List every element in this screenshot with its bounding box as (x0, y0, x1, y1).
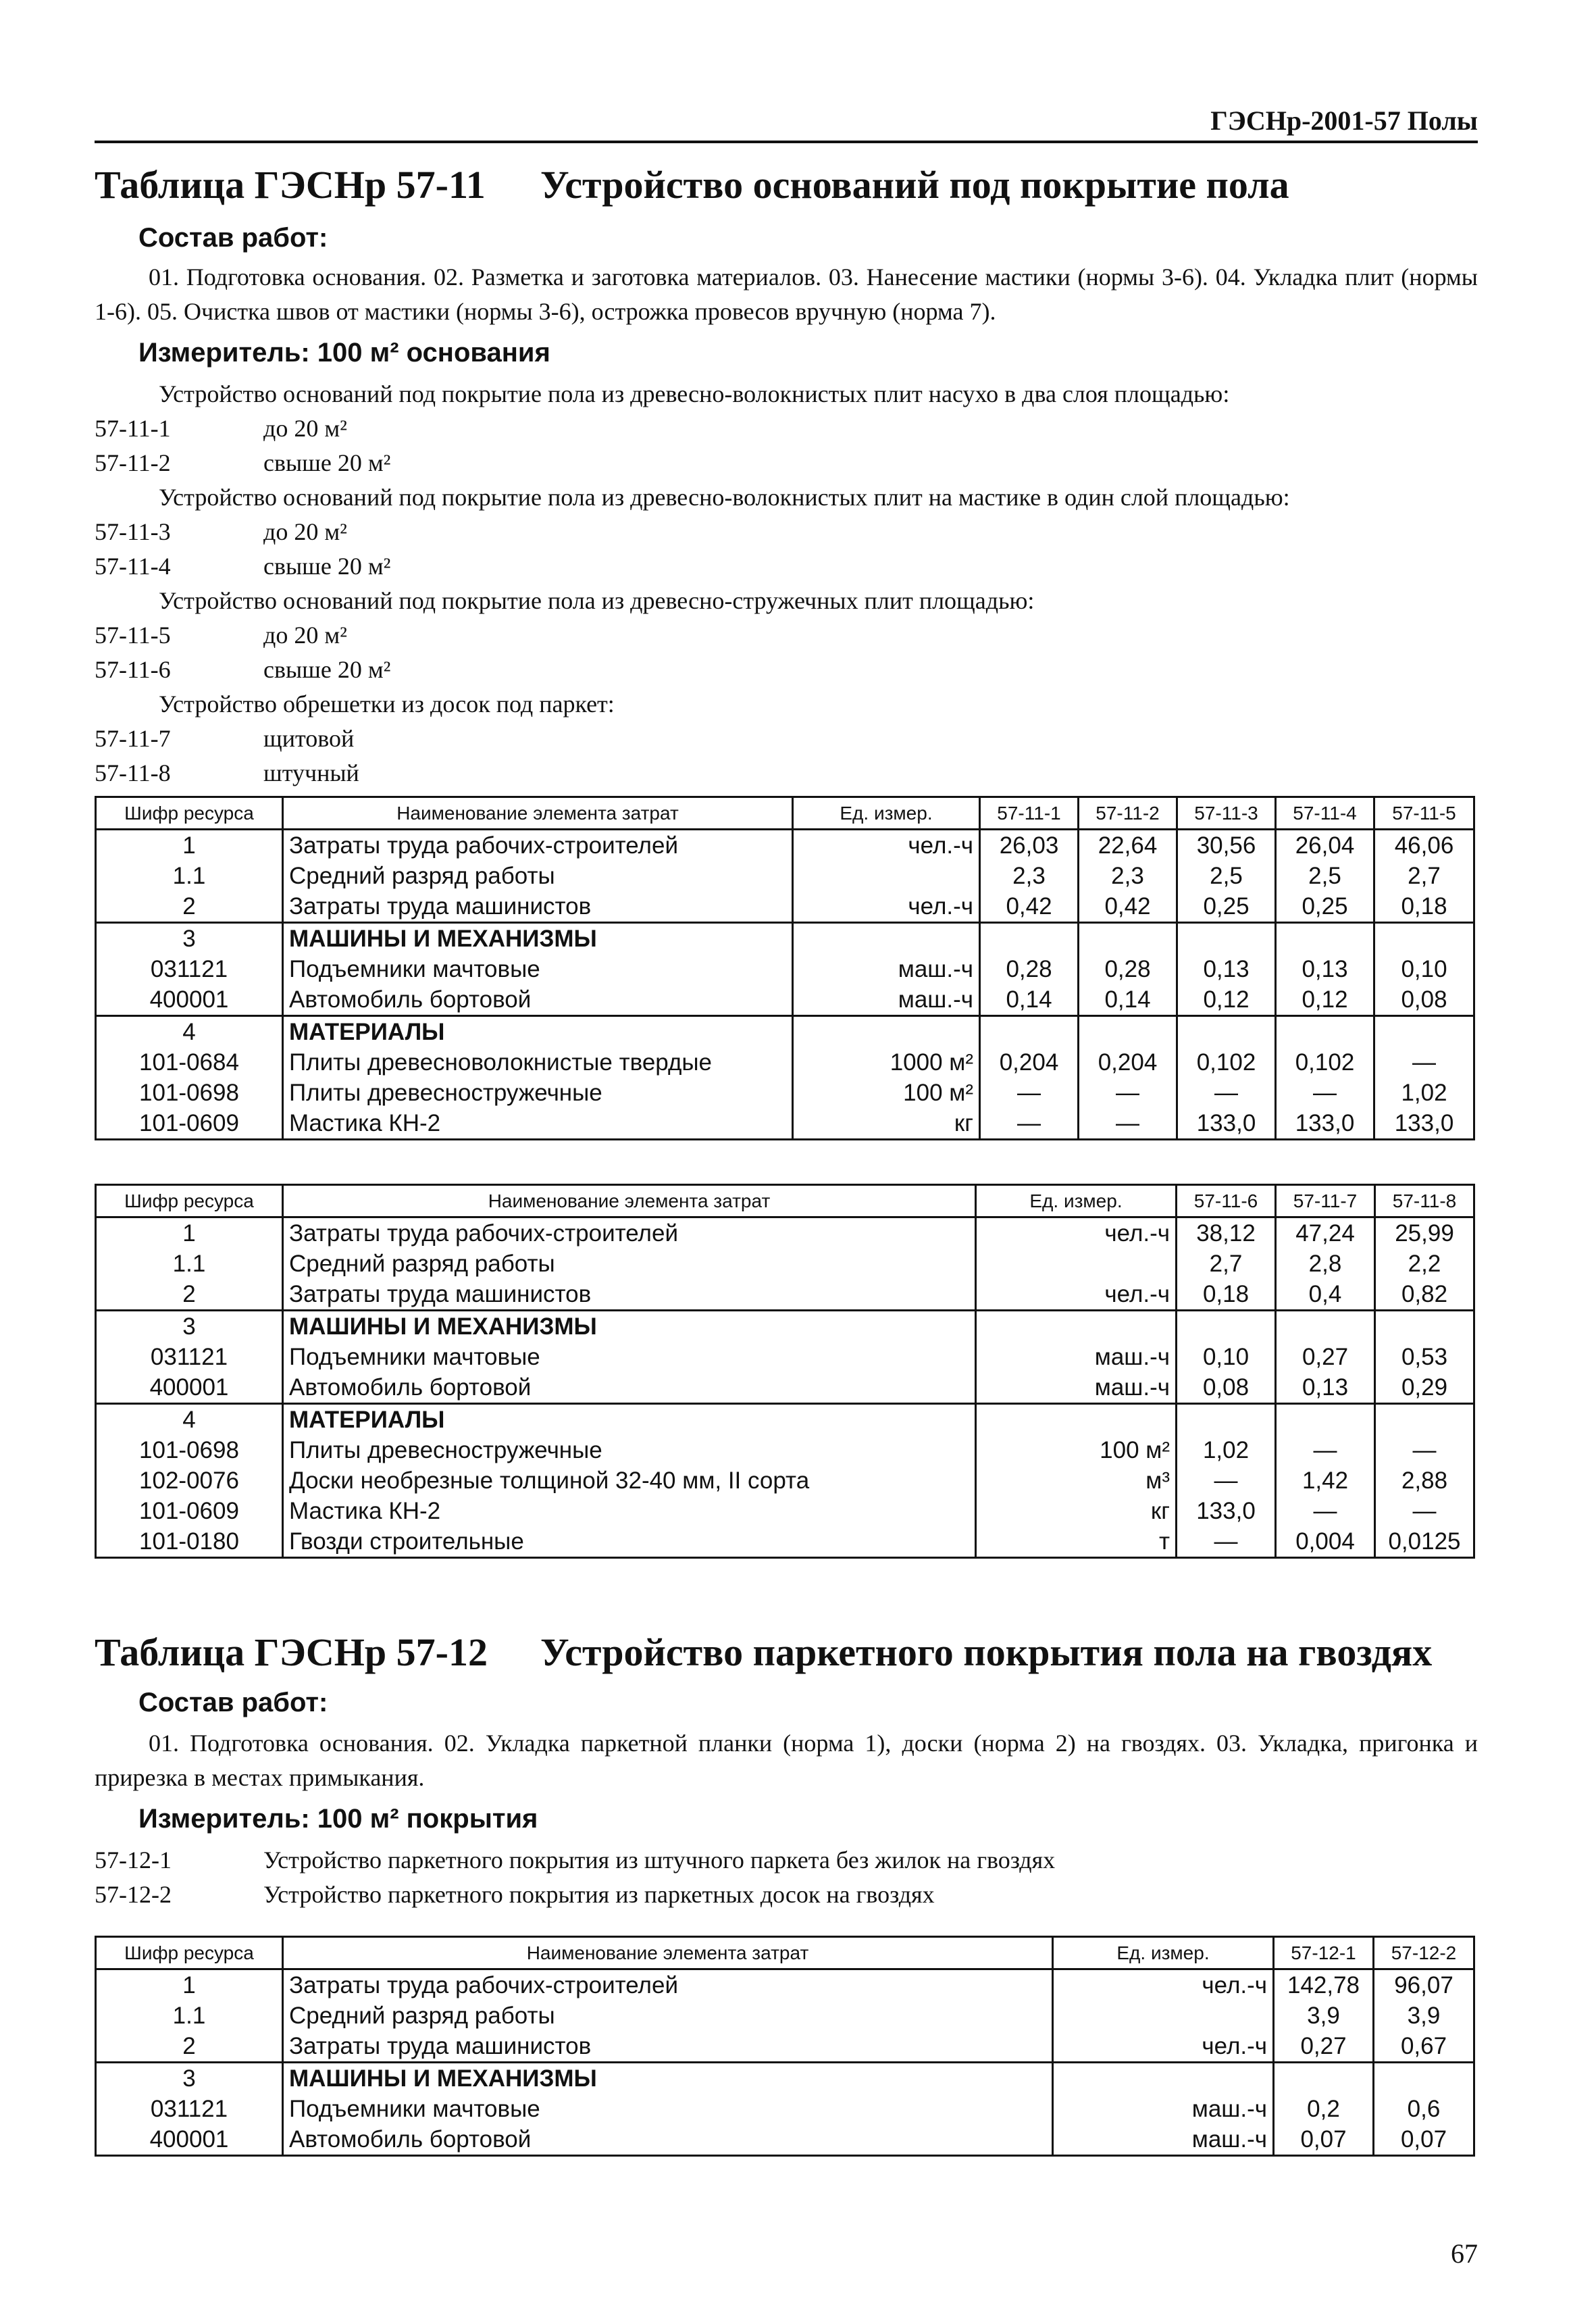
column-header: Шифр ресурса (96, 1937, 283, 1969)
unit-cell: маш.-ч (976, 1372, 1177, 1404)
unit-cell: м³ (976, 1465, 1177, 1496)
norm-item (95, 515, 1478, 549)
value-cell: 22,64 (1079, 830, 1177, 861)
value-cell: — (980, 1078, 1079, 1108)
resource-code: 1 (96, 830, 283, 861)
value-cell: 0,28 (1079, 954, 1177, 984)
cost-element-name: МАШИНЫ И МЕХАНИЗМЫ (283, 2063, 1053, 2094)
norm-item (95, 549, 1478, 584)
resource-code: 101-0698 (96, 1435, 283, 1465)
table-row (96, 830, 1474, 861)
norm-item (95, 446, 1478, 480)
value-cell: 0,102 (1177, 1047, 1276, 1078)
value-cell: 2,88 (1375, 1465, 1474, 1496)
value-cell: 25,99 (1375, 1217, 1474, 1249)
cost-element-name: МАШИНЫ И МЕХАНИЗМЫ (283, 923, 793, 955)
cost-element-name: Затраты труда рабочих-строителей (283, 830, 793, 861)
value-cell (980, 1016, 1079, 1048)
norm-code: 57-12-1 (95, 1846, 172, 1873)
cost-element-name: Автомобиль бортовой (283, 1372, 976, 1404)
table-title (95, 1630, 1432, 1675)
value-cell: 0,2 (1274, 2094, 1374, 2124)
value-cell (1177, 1404, 1276, 1436)
unit-cell (793, 1016, 980, 1048)
cost-element-name: Затраты труда рабочих-строителей (283, 1969, 1053, 2001)
value-cell: 0,25 (1177, 891, 1276, 923)
value-cell: 0,07 (1274, 2124, 1374, 2156)
column-header: 57-12-1 (1274, 1937, 1374, 1969)
resource-code: 3 (96, 1311, 283, 1342)
resource-code: 1.1 (96, 2001, 283, 2031)
unit-cell: 1000 м² (793, 1047, 980, 1078)
value-cell: 2,5 (1276, 861, 1374, 891)
table-row (96, 2031, 1474, 2063)
table-name: Устройство паркетного покрытия пола на гвоздях (540, 1630, 1433, 1674)
value-cell: — (1276, 1078, 1374, 1108)
value-cell: — (1177, 1078, 1276, 1108)
cost-element-name: Автомобиль бортовой (283, 984, 793, 1016)
resource-code: 1 (96, 1217, 283, 1249)
resource-code: 1.1 (96, 1249, 283, 1279)
column-header: Наименование элемента затрат (283, 1937, 1053, 1969)
value-cell: — (980, 1108, 1079, 1140)
value-cell: 0,13 (1177, 954, 1276, 984)
value-cell: 2,7 (1374, 861, 1474, 891)
table-header-row (96, 1937, 1474, 1969)
norm-code: 57-11-5 (95, 622, 171, 649)
unit-cell: чел.-ч (976, 1279, 1177, 1311)
value-cell: 96,07 (1374, 1969, 1474, 2001)
norm-code: 57-11-7 (95, 725, 171, 752)
value-cell (1274, 2063, 1374, 2094)
value-cell: 0,27 (1274, 2031, 1374, 2063)
norm-text: щитовой (263, 725, 355, 752)
cost-element-name: Затраты труда рабочих-строителей (283, 1217, 976, 1249)
value-cell (980, 923, 1079, 955)
table-row (96, 1108, 1474, 1140)
unit-cell: маш.-ч (976, 1342, 1177, 1372)
resource-code: 031121 (96, 2094, 283, 2124)
table-row (96, 1404, 1474, 1436)
column-header: 57-11-6 (1177, 1185, 1276, 1217)
norm-item (95, 411, 1478, 446)
value-cell: 0,18 (1177, 1279, 1276, 1311)
unit-cell (793, 923, 980, 955)
norm-item (95, 1878, 1478, 1912)
norm-code: 57-11-6 (95, 656, 171, 683)
value-cell: 133,0 (1177, 1496, 1276, 1526)
unit-cell: маш.-ч (793, 954, 980, 984)
unit-cell (1053, 2001, 1274, 2031)
norm-list (95, 1843, 1478, 1912)
value-cell: — (1079, 1108, 1177, 1140)
norm-item (95, 722, 1478, 756)
table-row (96, 923, 1474, 955)
value-cell: 133,0 (1177, 1108, 1276, 1140)
document-code: ГЭСНр-2001-57 Полы (1210, 105, 1478, 136)
value-cell: 26,03 (980, 830, 1079, 861)
cost-element-name: Доски необрезные толщиной 32-40 мм, II сорта (283, 1465, 976, 1496)
resource-code: 3 (96, 2063, 283, 2094)
value-cell: 0,10 (1374, 954, 1474, 984)
value-cell: 0,25 (1276, 891, 1374, 923)
value-cell: 1,42 (1276, 1465, 1375, 1496)
resource-code: 101-0684 (96, 1047, 283, 1078)
value-cell: 0,27 (1276, 1342, 1375, 1372)
value-cell (1177, 1016, 1276, 1048)
norm-text: свыше 20 м² (263, 449, 391, 476)
value-cell: 0,12 (1177, 984, 1276, 1016)
unit-cell: маш.-ч (1053, 2094, 1274, 2124)
norm-code: 57-11-2 (95, 449, 171, 476)
value-cell: 26,04 (1276, 830, 1374, 861)
column-header: 57-11-5 (1374, 797, 1474, 830)
resource-code: 400001 (96, 2124, 283, 2156)
value-cell: 0,08 (1374, 984, 1474, 1016)
cost-element-name: Подъемники мачтовые (283, 2094, 1053, 2124)
value-cell (1375, 1311, 1474, 1342)
value-cell: — (1375, 1435, 1474, 1465)
resource-code: 101-0609 (96, 1108, 283, 1140)
cost-element-name: Плиты древесноволокнистые твердые (283, 1047, 793, 1078)
unit-cell: кг (793, 1108, 980, 1140)
unit-cell (976, 1311, 1177, 1342)
value-cell (1374, 2063, 1474, 2094)
table-row (96, 1279, 1474, 1311)
value-cell: 0,102 (1276, 1047, 1374, 1078)
table-row (96, 1311, 1474, 1342)
table-row (96, 1435, 1474, 1465)
resource-code: 4 (96, 1404, 283, 1436)
value-cell (1177, 923, 1276, 955)
resource-code: 101-0609 (96, 1496, 283, 1526)
cost-element-name: Плиты древесностружечные (283, 1078, 793, 1108)
value-cell: 0,42 (1079, 891, 1177, 923)
column-header: Наименование элемента затрат (283, 797, 793, 830)
cost-element-name: Подъемники мачтовые (283, 954, 793, 984)
cost-element-name: Подъемники мачтовые (283, 1342, 976, 1372)
cost-element-name: Гвозди строительные (283, 1526, 976, 1558)
value-cell: 0,53 (1375, 1342, 1474, 1372)
column-header: Шифр ресурса (96, 797, 283, 830)
resource-code: 2 (96, 891, 283, 923)
table-header-row (96, 1185, 1474, 1217)
unit-cell (793, 861, 980, 891)
resource-table (95, 1184, 1475, 1559)
resource-code: 031121 (96, 1342, 283, 1372)
value-cell (1276, 1016, 1374, 1048)
value-cell (1375, 1404, 1474, 1436)
norm-item (95, 756, 1478, 790)
table-row (96, 2094, 1474, 2124)
table-row (96, 1342, 1474, 1372)
value-cell (1177, 1311, 1276, 1342)
column-header: Ед. измер. (976, 1185, 1177, 1217)
cost-element-name: Средний разряд работы (283, 1249, 976, 1279)
cost-element-name: Мастика КН-2 (283, 1108, 793, 1140)
cost-element-name: МАТЕРИАЛЫ (283, 1404, 976, 1436)
column-header: 57-11-7 (1276, 1185, 1375, 1217)
unit-cell: чел.-ч (976, 1217, 1177, 1249)
value-cell: 0,14 (1079, 984, 1177, 1016)
unit-cell (1053, 2063, 1274, 2094)
value-cell: 0,08 (1177, 1372, 1276, 1404)
unit-cell: чел.-ч (1053, 2031, 1274, 2063)
page-number: 67 (1451, 2238, 1478, 2269)
table-row (96, 1526, 1474, 1558)
resource-code: 400001 (96, 984, 283, 1016)
norm-item (95, 1843, 1478, 1878)
value-cell: 0,12 (1276, 984, 1374, 1016)
work-composition-text: 01. Подготовка основания. 02. Разметка и заготовка материалов. 03. Нанесение мастики (нормы 3-6). 04. Укладка плит (нормы 1-6). 05. Очистка швов от мастики (нормы 3-6), острожка провесов вручную (норма 7). (95, 263, 1478, 325)
value-cell: 0,004 (1276, 1526, 1375, 1558)
unit-cell (976, 1249, 1177, 1279)
norm-group-heading (95, 584, 1478, 618)
column-header: 57-11-1 (980, 797, 1079, 830)
value-cell (1079, 923, 1177, 955)
column-header: Шифр ресурса (96, 1185, 283, 1217)
work-composition-label: Состав работ: (138, 1688, 328, 1717)
table-row (96, 2001, 1474, 2031)
column-header: 57-11-8 (1375, 1185, 1474, 1217)
value-cell: 0,07 (1374, 2124, 1474, 2156)
table-row (96, 1372, 1474, 1404)
table-row (96, 1496, 1474, 1526)
norm-group-heading (95, 480, 1478, 515)
column-header: Ед. измер. (793, 797, 980, 830)
value-cell: 0,204 (1079, 1047, 1177, 1078)
cost-element-name: Автомобиль бортовой (283, 2124, 1053, 2156)
value-cell: 0,4 (1276, 1279, 1375, 1311)
resource-table (95, 796, 1475, 1140)
norm-code: 57-11-4 (95, 553, 171, 580)
value-cell: 2,7 (1177, 1249, 1276, 1279)
norm-text: Устройство обрешетки из досок под паркет: (159, 690, 615, 718)
value-cell: 0,67 (1374, 2031, 1474, 2063)
value-cell (1276, 1311, 1375, 1342)
value-cell: 2,3 (1079, 861, 1177, 891)
norm-code: 57-11-1 (95, 415, 171, 442)
unit-cell (976, 1404, 1177, 1436)
unit-cell: 100 м² (976, 1435, 1177, 1465)
resource-code: 101-0180 (96, 1526, 283, 1558)
value-cell: 142,78 (1274, 1969, 1374, 2001)
table-row (96, 954, 1474, 984)
norm-text: до 20 м² (263, 622, 347, 649)
table-row (96, 984, 1474, 1016)
value-cell (1079, 1016, 1177, 1048)
value-cell: 0,82 (1375, 1279, 1474, 1311)
work-composition-text: 01. Подготовка основания. 02. Укладка паркетной планки (норма 1), доски (норма 2) на гвоздях. 03. Укладка, пригонка и прирезка в местах примыкания. (95, 1730, 1478, 1791)
value-cell: 1,02 (1177, 1435, 1276, 1465)
value-cell: 3,9 (1374, 2001, 1474, 2031)
norm-text: Устройство оснований под покрытие пола из древесно-волокнистых плит насухо в два слоя площадью: (159, 380, 1230, 407)
norm-code: 57-11-3 (95, 518, 171, 545)
cost-element-name: Затраты труда машинистов (283, 891, 793, 923)
work-composition-label: Состав работ: (138, 223, 328, 253)
table-row (96, 2124, 1474, 2156)
column-header: Ед. измер. (1053, 1937, 1274, 1969)
value-cell: — (1375, 1496, 1474, 1526)
value-cell: 0,0125 (1375, 1526, 1474, 1558)
unit-cell: маш.-ч (793, 984, 980, 1016)
unit-cell: 100 м² (793, 1078, 980, 1108)
value-cell: 0,13 (1276, 954, 1374, 984)
table-name: Устройство оснований под покрытие пола (540, 163, 1289, 207)
value-cell: 0,10 (1177, 1342, 1276, 1372)
table-row (96, 861, 1474, 891)
resource-code: 1 (96, 1969, 283, 2001)
norm-text: свыше 20 м² (263, 656, 391, 683)
resource-code: 2 (96, 2031, 283, 2063)
value-cell: — (1374, 1047, 1474, 1078)
table-code: Таблица ГЭСНр 57-11 (95, 163, 486, 207)
resource-code: 102-0076 (96, 1465, 283, 1496)
table-row (96, 1465, 1474, 1496)
value-cell (1374, 923, 1474, 955)
column-header: Наименование элемента затрат (283, 1185, 976, 1217)
resource-code: 2 (96, 1279, 283, 1311)
norm-code: 57-12-2 (95, 1881, 172, 1908)
cost-element-name: Затраты труда машинистов (283, 2031, 1053, 2063)
cost-element-name: Средний разряд работы (283, 2001, 1053, 2031)
value-cell: 3,9 (1274, 2001, 1374, 2031)
cost-element-name: МАШИНЫ И МЕХАНИЗМЫ (283, 1311, 976, 1342)
norm-group-heading (95, 377, 1478, 411)
unit-cell: чел.-ч (793, 891, 980, 923)
norm-text: Устройство паркетного покрытия из паркетных досок на гвоздях (263, 1881, 935, 1908)
norm-text: Устройство оснований под покрытие пола из древесно-волокнистых плит на мастике в один слой площадью: (159, 484, 1290, 511)
value-cell: 2,5 (1177, 861, 1276, 891)
norm-text: штучный (263, 759, 359, 786)
value-cell: 133,0 (1276, 1108, 1374, 1140)
norm-group-heading (95, 687, 1478, 722)
norm-text: до 20 м² (263, 518, 347, 545)
value-cell: 47,24 (1276, 1217, 1375, 1249)
value-cell (1276, 923, 1374, 955)
column-header: 57-12-2 (1374, 1937, 1474, 1969)
table-title (95, 162, 1289, 207)
unit-cell: чел.-ч (1053, 1969, 1274, 2001)
resource-code: 400001 (96, 1372, 283, 1404)
value-cell (1374, 1016, 1474, 1048)
table-row (96, 1969, 1474, 2001)
unit-cell: чел.-ч (793, 830, 980, 861)
norm-text: Устройство оснований под покрытие пола из древесно-стружечных плит площадью: (159, 587, 1035, 614)
cost-element-name: Затраты труда машинистов (283, 1279, 976, 1311)
value-cell: 0,28 (980, 954, 1079, 984)
value-cell: 46,06 (1374, 830, 1474, 861)
page-header (95, 101, 1478, 143)
value-cell: 0,204 (980, 1047, 1079, 1078)
cost-element-name: Плиты древесностружечные (283, 1435, 976, 1465)
cost-element-name: Мастика КН-2 (283, 1496, 976, 1526)
table-row (96, 1016, 1474, 1048)
value-cell (1276, 1404, 1375, 1436)
norm-item (95, 618, 1478, 653)
value-cell: 0,42 (980, 891, 1079, 923)
unit-cell: маш.-ч (1053, 2124, 1274, 2156)
value-cell: 2,2 (1375, 1249, 1474, 1279)
value-cell: 133,0 (1374, 1108, 1474, 1140)
table-header-row (96, 797, 1474, 830)
column-header: 57-11-4 (1276, 797, 1374, 830)
resource-code: 3 (96, 923, 283, 955)
value-cell: — (1177, 1526, 1276, 1558)
value-cell: — (1276, 1435, 1375, 1465)
table-row (96, 891, 1474, 923)
unit-cell: т (976, 1526, 1177, 1558)
value-cell: 0,13 (1276, 1372, 1375, 1404)
norm-text: Устройство паркетного покрытия из штучного паркета без жилок на гвоздях (263, 1846, 1056, 1873)
norm-item (95, 653, 1478, 687)
norm-list (95, 377, 1478, 790)
value-cell: 38,12 (1177, 1217, 1276, 1249)
resource-code: 4 (96, 1016, 283, 1048)
resource-code: 101-0698 (96, 1078, 283, 1108)
norm-text: свыше 20 м² (263, 553, 391, 580)
cost-element-name: МАТЕРИАЛЫ (283, 1016, 793, 1048)
table-row (96, 2063, 1474, 2094)
value-cell: 0,29 (1375, 1372, 1474, 1404)
column-header: 57-11-3 (1177, 797, 1276, 830)
norm-text: до 20 м² (263, 415, 347, 442)
value-cell: — (1079, 1078, 1177, 1108)
value-cell: — (1276, 1496, 1375, 1526)
table-row (96, 1249, 1474, 1279)
value-cell: 0,14 (980, 984, 1079, 1016)
resource-table (95, 1936, 1475, 2157)
value-cell: 30,56 (1177, 830, 1276, 861)
measure-unit: Измеритель: 100 м² основания (138, 338, 550, 368)
value-cell: 2,3 (980, 861, 1079, 891)
table-row (96, 1047, 1474, 1078)
table-row (96, 1217, 1474, 1249)
value-cell: 0,18 (1374, 891, 1474, 923)
column-header: 57-11-2 (1079, 797, 1177, 830)
unit-cell: кг (976, 1496, 1177, 1526)
resource-code: 1.1 (96, 861, 283, 891)
cost-element-name: Средний разряд работы (283, 861, 793, 891)
value-cell: 2,8 (1276, 1249, 1375, 1279)
value-cell: 1,02 (1374, 1078, 1474, 1108)
norm-code: 57-11-8 (95, 759, 171, 786)
value-cell: — (1177, 1465, 1276, 1496)
value-cell: 0,6 (1374, 2094, 1474, 2124)
table-code: Таблица ГЭСНр 57-12 (95, 1630, 488, 1674)
resource-code: 031121 (96, 954, 283, 984)
table-row (96, 1078, 1474, 1108)
measure-unit: Измеритель: 100 м² покрытия (138, 1804, 538, 1834)
